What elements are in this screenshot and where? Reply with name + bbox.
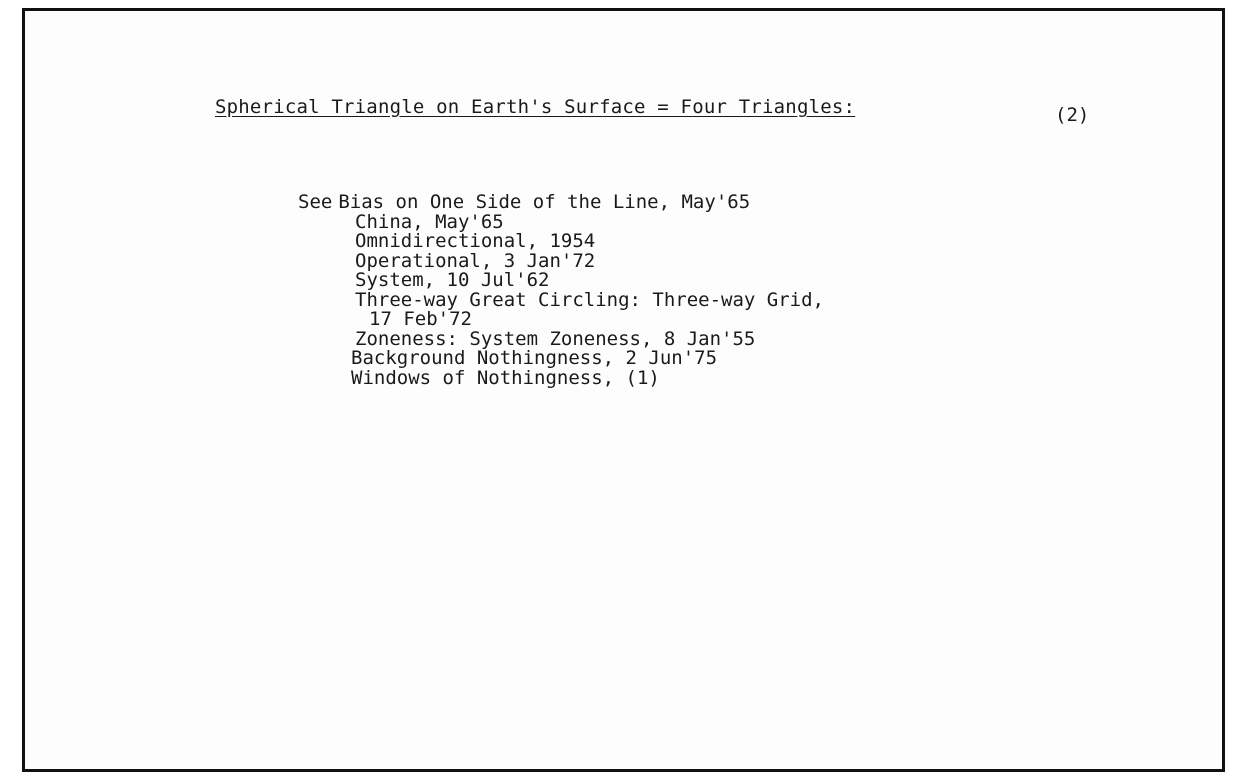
list-item: Windows of Nothingness, (1) [351,366,660,389]
list-item: China, May'65 [355,210,504,233]
entry-text: Bias on One Side of the Line, May'65 [338,191,751,213]
list-item: Three-way Great Circling: Three-way Grid, [355,288,824,311]
see-label: See [298,191,333,213]
list-item [298,193,824,213]
list-item: Omnidirectional, 1954 [355,230,596,252]
card-number: (2) [1055,104,1090,126]
list-item: Background Nothingness, 2 Jun'75 [351,347,718,369]
list-item: System, 10 Jul'62 [355,269,550,291]
list-item: Operational, 3 Jan'72 [355,249,596,272]
cross-reference-list [298,193,824,388]
index-card [22,8,1225,772]
list-item-continuation: 17 Feb'72 [369,308,472,330]
list-item: Zoneness: System Zoneness, 8 Jan'55 [355,327,756,350]
card-title: Spherical Triangle on Earth's Surface = Four Triangles: [215,96,856,118]
